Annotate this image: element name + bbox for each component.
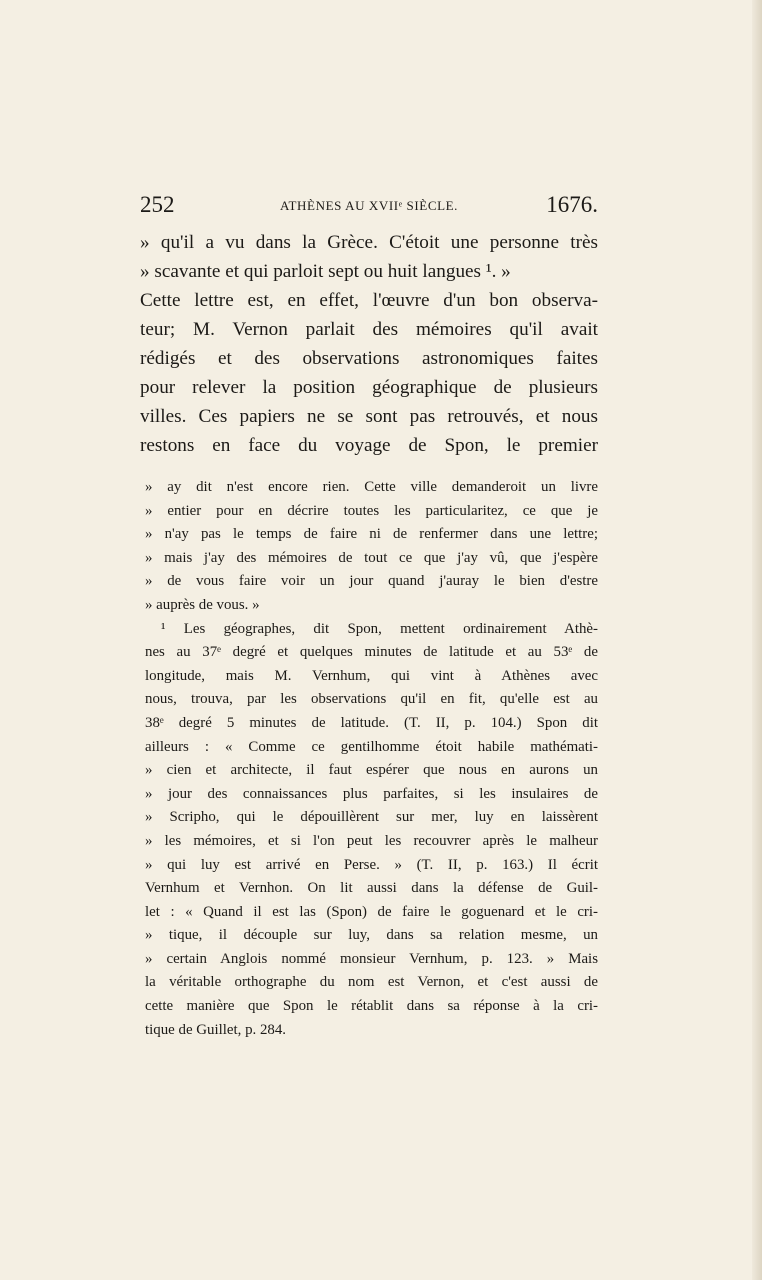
footnote-line: » mais j'ay des mémoires de tout ce que j'ay vû, que j'espère	[145, 549, 598, 566]
footnote-line: cette manière que Spon le rétablit dans sa réponse à la cri-	[145, 998, 598, 1015]
running-title: ATHÈNES AU XVIIᵉ SIÈCLE.	[279, 198, 459, 213]
footnote-line: » qui luy est arrivé en Perse. » (T. II, p. 163.) Il écrit	[145, 856, 598, 873]
text-line: restons en face du voyage de Spon, le premier	[140, 435, 598, 456]
footnote-line: » cien et architecte, il faut espérer que nous en aurons un	[145, 762, 598, 779]
footnote-line: let : « Quand il est las (Spon) de faire le goguenard et le cri-	[145, 903, 598, 920]
text-line: » scavante et qui parloit sept ou huit langues ¹. »	[140, 261, 511, 282]
footnote-line: » les mémoires, et si l'on peut les recouvrer après le malheur	[145, 832, 598, 849]
footnote-line: longitude, mais M. Vernhum, qui vint à Athènes avec	[145, 667, 598, 684]
footnote-line: la véritable orthographe du nom est Vernon, et c'est aussi de	[145, 974, 598, 991]
footnote-line: » n'ay pas le temps de faire ni de renfermer dans une lettre;	[145, 526, 598, 543]
footnote-line: » certain Anglois nommé monsieur Vernhum, p. 123. » Mais	[145, 950, 598, 967]
footnote-line: » Scripho, qui le dépouillèrent sur mer, luy en laissèrent	[145, 809, 598, 826]
text-line: villes. Ces papiers ne se sont pas retrouvés, et nous	[140, 406, 598, 427]
main-text	[140, 228, 598, 460]
footnote-line: tique de Guillet, p. 284.	[145, 1021, 287, 1038]
footnote-line: » entier pour en décrire toutes les particularitez, ce que je	[145, 502, 598, 519]
footnote-line: » tique, il découple sur luy, dans sa relation mesme, un	[145, 927, 598, 944]
text-line: pour relever la position géographique de plusieurs	[140, 377, 598, 398]
footnote-line: » jour des connaissances plus parfaites, si les insulaires de	[145, 785, 598, 802]
footnote-line: ¹ Les géographes, dit Spon, mettent ordinairement Athè-	[161, 620, 598, 637]
text-line: Cette lettre est, en effet, l'œuvre d'un bon observa-	[140, 290, 598, 311]
text-line: teur; M. Vernon parlait des mémoires qu'il avait	[140, 319, 598, 340]
footnote-line: Vernhum et Vernhon. On lit aussi dans la défense de Guil-	[145, 880, 598, 897]
footnote-line: » de vous faire voir un jour quand j'auray le bien d'estre	[145, 573, 598, 590]
header-year: 1676.	[546, 192, 598, 217]
footnote-line: nous, trouva, par les observations qu'il en fit, qu'elle est au	[145, 691, 598, 708]
page-edge	[752, 0, 762, 1280]
footnote-line: 38ᵉ degré 5 minutes de latitude. (T. II, p. 104.) Spon dit	[145, 714, 598, 731]
footnote-line: nes au 37ᵉ degré et quelques minutes de latitude et au 53ᵉ de	[145, 644, 598, 661]
text-line: rédigés et des observations astronomiques faites	[140, 348, 598, 369]
page-number: 252	[140, 192, 175, 217]
footnotes	[145, 476, 598, 1042]
footnote-line: » ay dit n'est encore rien. Cette ville demanderoit un livre	[145, 479, 598, 495]
page-header	[140, 192, 598, 220]
footnote-line: » auprès de vous. »	[145, 596, 260, 613]
text-line: » qu'il a vu dans la Grèce. C'étoit une personne très	[140, 232, 598, 253]
footnote-line: ailleurs : « Comme ce gentilhomme étoit habile mathémati-	[145, 738, 598, 755]
